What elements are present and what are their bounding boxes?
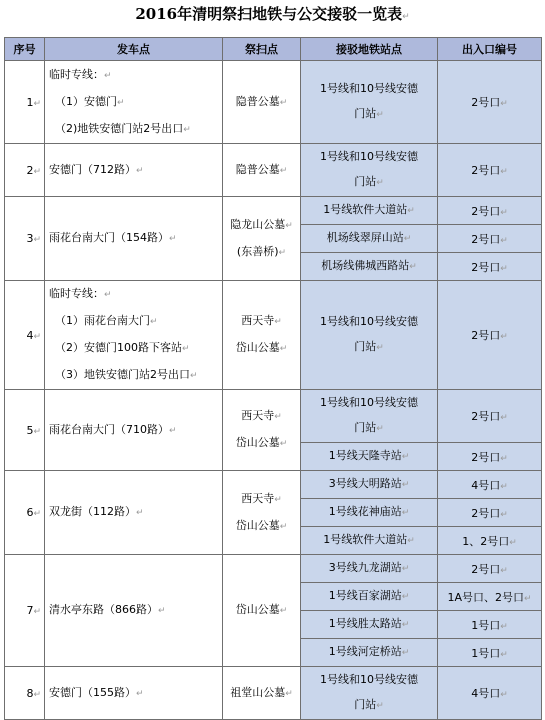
- station-line: 1号线天隆寺站↵: [328, 449, 410, 462]
- station-line: 1号线软件大道站↵: [323, 203, 415, 216]
- cell-site: [223, 390, 301, 471]
- row-number: 6: [26, 506, 34, 519]
- cell-no: [5, 61, 45, 144]
- table-row: [5, 667, 542, 720]
- paragraph-mark: ↵: [158, 606, 166, 616]
- paragraph-mark: ↵: [376, 178, 384, 188]
- cell-exit: [438, 61, 542, 144]
- paragraph-mark: ↵: [407, 206, 415, 216]
- exit-value: 1A号口、2号口: [447, 590, 524, 604]
- station-line: 1号线河定桥站↵: [328, 645, 410, 658]
- cell-no: [5, 667, 45, 720]
- paragraph-mark: ↵: [401, 648, 410, 658]
- row-number: 2: [26, 163, 34, 177]
- paragraph-mark: ↵: [376, 424, 384, 434]
- station-line: 3号线大明路站↵: [328, 477, 410, 490]
- cell-station: [301, 583, 438, 611]
- cell-exit: [438, 281, 542, 390]
- cell-exit: [438, 499, 542, 527]
- station-line: 1号线软件大道站↵: [323, 533, 415, 546]
- station-line: 门站↵: [354, 421, 384, 434]
- cell-station: [301, 471, 438, 499]
- paragraph-mark: ↵: [136, 165, 144, 176]
- paragraph-mark: ↵: [117, 97, 125, 108]
- site-line: 岱山公墓↵: [235, 603, 288, 616]
- exit-value: 2号口: [471, 506, 501, 520]
- site-line: 岱山公墓↵: [235, 518, 288, 532]
- row-number: 5: [26, 423, 34, 437]
- row-number: 3: [26, 232, 34, 245]
- cell-no: [5, 144, 45, 197]
- cell-station: [301, 61, 438, 144]
- exit-value: 2号口: [471, 232, 501, 246]
- station-line: 1号线和10号线安德: [320, 396, 418, 409]
- departure-line: （1）雨花台南大门↵: [55, 314, 158, 327]
- paragraph-mark: ↵: [279, 97, 288, 108]
- cell-site: [223, 281, 301, 390]
- cell-no: [5, 555, 45, 667]
- paragraph-mark: ↵: [150, 317, 158, 327]
- cell-exit: [438, 443, 542, 471]
- paragraph-mark: ↵: [500, 99, 508, 109]
- cell-departure: [45, 390, 223, 471]
- table-row: [5, 281, 542, 390]
- exit-value: 1、2号口: [462, 534, 510, 548]
- station-line: 机场线翠屏山站↵: [326, 231, 412, 244]
- departure-line: （3）地铁安德门站2号出口↵: [55, 368, 198, 381]
- station-line: 机场线佛城西路站↵: [321, 259, 417, 272]
- cell-departure: [45, 555, 223, 667]
- header-exit: 出入口编号: [438, 38, 542, 61]
- cell-site: [223, 61, 301, 144]
- cell-site: [223, 555, 301, 667]
- paragraph-mark: ↵: [500, 263, 508, 274]
- cell-exit: [438, 144, 542, 197]
- paragraph-mark: ↵: [33, 509, 41, 519]
- paragraph-mark: ↵: [500, 235, 508, 246]
- paragraph-mark: ↵: [409, 262, 417, 272]
- paragraph-mark: ↵: [500, 649, 508, 660]
- paragraph-mark: ↵: [401, 508, 410, 518]
- paragraph-mark: ↵: [500, 621, 508, 632]
- station-line: 1号线和10号线安德: [320, 673, 418, 686]
- table-row: [5, 144, 542, 197]
- site-line: 岱山公墓↵: [235, 436, 288, 449]
- paragraph-mark: ↵: [500, 413, 508, 423]
- cell-no: [5, 197, 45, 281]
- station-line: 1号线胜太路站↵: [328, 617, 410, 630]
- paragraph-mark: ↵: [33, 98, 41, 109]
- paragraph-mark: ↵: [376, 701, 384, 711]
- exit-value: 2号口: [471, 562, 501, 576]
- exit-value: 4号口: [471, 478, 501, 492]
- station-line: 门站↵: [354, 698, 384, 711]
- paragraph-mark: ↵: [403, 234, 412, 244]
- departure-line: 临时专线：↵: [49, 287, 112, 300]
- exit-value: 2号口: [471, 410, 501, 423]
- cell-exit: [438, 225, 542, 253]
- row-number: 8: [26, 686, 34, 700]
- departure-line: 清水亭东路（866路）↵: [49, 603, 166, 616]
- table-row: [5, 197, 542, 225]
- cell-station: [301, 197, 438, 225]
- departure-line: 临时专线：↵: [49, 67, 112, 81]
- cell-exit: [438, 471, 542, 499]
- paragraph-mark: ↵: [274, 317, 282, 327]
- paragraph-mark: ↵: [407, 536, 415, 546]
- cell-station: [301, 144, 438, 197]
- header-row: [5, 38, 542, 61]
- paragraph-mark: ↵: [169, 425, 177, 436]
- departure-line: （2）安德门100路下客站↵: [55, 341, 190, 354]
- station-line: 门站↵: [354, 340, 384, 353]
- exit-value: 1号口: [471, 618, 501, 632]
- cell-station: [301, 527, 438, 555]
- site-line: 隐龙山公墓↵: [230, 217, 293, 231]
- departure-line: 雨花台南大门（710路）↵: [49, 422, 177, 436]
- paragraph-mark: ↵: [278, 247, 287, 258]
- site-line: 西天寺↵: [241, 314, 282, 327]
- station-line: 3号线九龙湖站↵: [328, 561, 410, 574]
- station-line: 1号线和10号线安德: [320, 150, 418, 163]
- station-line: 1号线和10号线安德: [320, 82, 418, 95]
- station-line: 1号线和10号线安德: [320, 315, 418, 328]
- header-site: 祭扫点: [223, 38, 301, 61]
- paragraph-mark: ↵: [33, 166, 41, 177]
- station-line: 1号线百家湖站↵: [328, 589, 410, 602]
- exit-value: 2号口: [471, 164, 501, 177]
- cell-exit: [438, 253, 542, 281]
- paragraph-mark: ↵: [376, 110, 384, 120]
- station-line: 1号线花神庙站↵: [328, 505, 410, 518]
- site-line: 隐普公墓↵: [235, 162, 288, 176]
- paragraph-mark: ↵: [401, 592, 410, 602]
- row-number: 1: [26, 95, 34, 109]
- cell-departure: [45, 471, 223, 555]
- exit-value: 2号口: [471, 96, 501, 109]
- paragraph-mark: ↵: [285, 220, 293, 231]
- departure-line: （1）安德门↵: [55, 94, 125, 108]
- cell-station: [301, 443, 438, 471]
- paragraph-mark: ↵: [401, 452, 410, 462]
- row-number: 4: [26, 328, 34, 342]
- cell-no: [5, 471, 45, 555]
- cell-station: [301, 225, 438, 253]
- paragraph-mark: ↵: [376, 343, 384, 353]
- table-body: [5, 61, 542, 720]
- exit-value: 2号口: [471, 329, 501, 342]
- cell-no: [5, 390, 45, 471]
- cell-exit: [438, 555, 542, 583]
- cell-departure: [45, 144, 223, 197]
- paragraph-mark: ↵: [104, 70, 112, 81]
- paragraph-mark: ↵: [500, 565, 508, 576]
- paragraph-mark: ↵: [183, 124, 191, 135]
- paragraph-mark: ↵: [500, 509, 508, 520]
- cell-station: [301, 667, 438, 720]
- cell-site: [223, 471, 301, 555]
- paragraph-mark: ↵: [500, 690, 508, 700]
- cell-departure: [45, 61, 223, 144]
- departure-line: 安德门（155路）↵: [49, 685, 144, 699]
- paragraph-mark: ↵: [500, 453, 508, 464]
- cell-site: [223, 667, 301, 720]
- paragraph-mark: ↵: [279, 165, 288, 176]
- cell-site: [223, 197, 301, 281]
- table-row: [5, 471, 542, 499]
- table-row: [5, 61, 542, 144]
- cell-station: [301, 281, 438, 390]
- cell-station: [301, 639, 438, 667]
- paragraph-mark: ↵: [401, 480, 410, 490]
- cell-no: [5, 281, 45, 390]
- cell-exit: [438, 197, 542, 225]
- departure-line: 双龙街（112路）↵: [49, 505, 144, 518]
- paragraph-mark: ↵: [401, 620, 410, 630]
- site-line: 岱山公墓↵: [235, 341, 288, 354]
- exit-value: 2号口: [471, 204, 501, 218]
- station-line: 门站↵: [354, 107, 384, 120]
- title-text: 2016年清明祭扫地铁与公交接驳一览表: [135, 5, 403, 23]
- site-line: 西天寺↵: [241, 491, 282, 505]
- departure-line: （2)地铁安德门站2号出口↵: [55, 121, 191, 135]
- site-line: 隐普公墓↵: [235, 94, 288, 108]
- paragraph-mark: ↵: [169, 234, 177, 244]
- paragraph-mark: ↵: [500, 481, 508, 492]
- cell-station: [301, 390, 438, 443]
- schedule-table: [4, 37, 542, 720]
- cell-exit: [438, 611, 542, 639]
- cell-exit: [438, 583, 542, 611]
- cell-departure: [45, 281, 223, 390]
- site-line: 祖堂山公墓↵: [230, 685, 293, 699]
- exit-value: 1号口: [471, 646, 501, 660]
- row-number: 7: [26, 604, 34, 617]
- cell-station: [301, 499, 438, 527]
- paragraph-mark: ↵: [136, 508, 144, 518]
- paragraph-mark: ↵: [33, 426, 41, 437]
- table-row: [5, 555, 542, 583]
- paragraph-mark: ↵: [401, 564, 410, 574]
- station-line: 门站↵: [354, 175, 384, 188]
- cell-station: [301, 253, 438, 281]
- table-row: [5, 390, 542, 443]
- paragraph-mark: ↵: [182, 344, 190, 354]
- departure-line: 雨花台南大门（154路）↵: [49, 231, 177, 244]
- paragraph-mark: ↵: [274, 494, 282, 505]
- paragraph-mark: ↵: [279, 439, 288, 449]
- exit-value: 4号口: [471, 687, 501, 700]
- header-departure: 发车点: [45, 38, 223, 61]
- paragraph-mark: ↵: [33, 235, 41, 245]
- paragraph-mark: ↵: [500, 332, 508, 342]
- header-no: 序号: [5, 38, 45, 61]
- header-station: 接驳地铁站点: [301, 38, 438, 61]
- paragraph-mark: ↵: [509, 537, 517, 548]
- paragraph-mark: ↵: [279, 606, 288, 616]
- cell-departure: [45, 667, 223, 720]
- paragraph-mark: ↵: [402, 12, 410, 22]
- site-line: 西天寺↵: [241, 409, 282, 422]
- cell-exit: [438, 527, 542, 555]
- site-line: (东善桥)↵: [236, 244, 287, 258]
- paragraph-mark: ↵: [500, 207, 508, 218]
- paragraph-mark: ↵: [274, 412, 282, 422]
- cell-departure: [45, 197, 223, 281]
- cell-exit: [438, 667, 542, 720]
- paragraph-mark: ↵: [285, 688, 293, 699]
- paragraph-mark: ↵: [523, 593, 532, 604]
- paragraph-mark: ↵: [136, 688, 144, 699]
- cell-station: [301, 555, 438, 583]
- exit-value: 2号口: [471, 260, 501, 274]
- paragraph-mark: ↵: [279, 521, 288, 532]
- cell-exit: [438, 390, 542, 443]
- paragraph-mark: ↵: [500, 167, 508, 177]
- cell-site: [223, 144, 301, 197]
- departure-line: 安德门（712路）↵: [49, 162, 144, 176]
- paragraph-mark: ↵: [33, 689, 41, 700]
- exit-value: 2号口: [471, 450, 501, 464]
- cell-station: [301, 611, 438, 639]
- paragraph-mark: ↵: [279, 344, 288, 354]
- paragraph-mark: ↵: [33, 607, 41, 617]
- paragraph-mark: ↵: [190, 371, 198, 381]
- paragraph-mark: ↵: [104, 290, 112, 300]
- page-title: [0, 4, 545, 27]
- cell-exit: [438, 639, 542, 667]
- paragraph-mark: ↵: [33, 331, 41, 342]
